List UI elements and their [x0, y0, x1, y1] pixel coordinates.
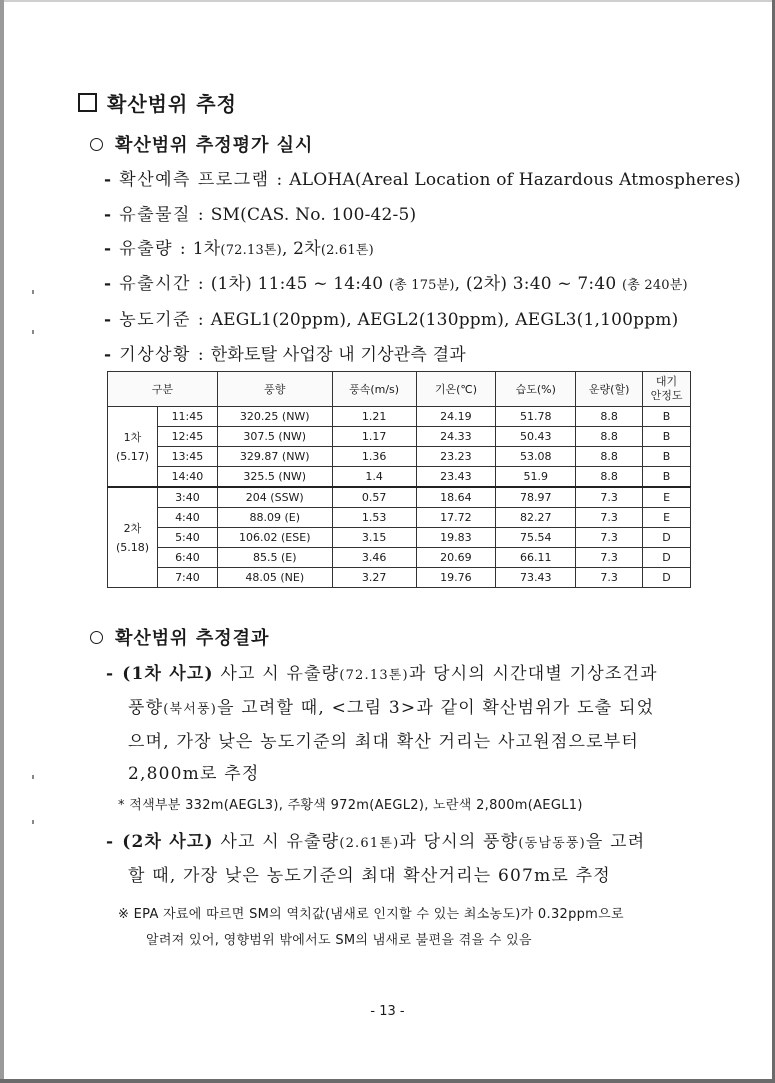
table-cell: 1.36 — [332, 447, 416, 467]
section-heading — [78, 88, 237, 117]
table-row — [108, 508, 691, 528]
table-cell: B — [643, 407, 691, 427]
table-cell: 329.87 (NW) — [217, 447, 332, 467]
table-cell: 8.8 — [576, 427, 643, 447]
table-cell: 82.27 — [496, 508, 576, 528]
table-row — [108, 447, 691, 467]
table-cell: 7.3 — [576, 568, 643, 588]
table-cell: 320.25 (NW) — [217, 407, 332, 427]
subsection-heading-evaluation — [90, 131, 313, 157]
scan-artifact — [32, 775, 34, 779]
table-cell: 1.17 — [332, 427, 416, 447]
table-cell: 75.54 — [496, 528, 576, 548]
table-cell: 23.23 — [416, 447, 496, 467]
bullet-label: 확산예측 프로그램 : — [119, 170, 284, 190]
table-cell: 1.53 — [332, 508, 416, 528]
table-cell: B — [643, 427, 691, 447]
table-cell: 51.9 — [496, 467, 576, 488]
table-cell: 11:45 — [157, 407, 217, 427]
table-cell: 106.02 (ESE) — [217, 528, 332, 548]
bullet-value: 한화토탈 사업장 내 기상관측 결과 — [210, 345, 466, 365]
header-wind-direction: 풍향 — [217, 372, 332, 407]
checkbox-square-icon — [78, 93, 97, 112]
table-row — [108, 568, 691, 588]
table-cell: 85.5 (E) — [217, 548, 332, 568]
table-cell: 8.8 — [576, 407, 643, 427]
table-cell: 325.5 (NW) — [217, 467, 332, 488]
table-cell: 13:45 — [157, 447, 217, 467]
table-cell: 66.11 — [496, 548, 576, 568]
table-cell: 1.4 — [332, 467, 416, 488]
table-cell: 51.78 — [496, 407, 576, 427]
table-cell: 0.57 — [332, 487, 416, 508]
bullet-value: ALOHA(Areal Location of Hazardous Atmospheres) — [289, 170, 741, 190]
table-cell: 7.3 — [576, 528, 643, 548]
time-first-total: (총 175분) — [388, 278, 455, 293]
table-cell: 4:40 — [157, 508, 217, 528]
bullet-label: 유출시간 : — [119, 274, 206, 294]
table-cell: 24.33 — [416, 427, 496, 447]
table-cell: 7.3 — [576, 487, 643, 508]
bullet-label: 농도기준 : — [119, 310, 206, 330]
table-cell: 20.69 — [416, 548, 496, 568]
result-lead: (2차 사고) — [122, 832, 214, 852]
page-number: - 13 - — [370, 1004, 405, 1019]
group-label-cell: 1차 (5.17) — [108, 407, 158, 488]
page-border-top — [0, 0, 775, 2]
table-cell: D — [643, 548, 691, 568]
table-cell: E — [643, 508, 691, 528]
result-lead: (1차 사고) — [122, 664, 214, 684]
table-cell: 6:40 — [157, 548, 217, 568]
table-cell: 12:45 — [157, 427, 217, 447]
table-row — [108, 528, 691, 548]
table-cell: 3:40 — [157, 487, 217, 508]
time-second-total: (총 240분) — [622, 278, 688, 293]
header-humidity: 습도(%) — [496, 372, 576, 407]
bullet-time: - 유출시간 : (1차) 11:45 ~ 14:40 (총 175분), (2차) 3:40 ~ 7:40 (총 240분) — [104, 274, 688, 294]
table-cell: 204 (SSW) — [217, 487, 332, 508]
bullet-weather: - 기상상황 : 한화토탈 사업장 내 기상관측 결과 — [104, 345, 466, 365]
amount-first: 1차 — [192, 239, 221, 259]
circle-bullet-icon — [90, 138, 103, 151]
table-cell: 307.5 (NW) — [217, 427, 332, 447]
table-cell: 7.3 — [576, 508, 643, 528]
note-epa-line1: ※ EPA 자료에 따르면 SM의 역치값(냄새로 인지할 수 있는 최소농도)가 0.32ppm으로 — [118, 907, 624, 922]
result-first-accident: - (1차 사고) 사고 시 유출량(72.13톤)과 당시의 시간대별 기상조건과 풍향(북서풍)을 고려할 때, <그림 3>과 같이 확산범위가 도출 되었 으며, 가장 낮은 농도기준의 최대 확산 거리는 사고원점으로부터 2,800m로 추정 — [106, 664, 658, 784]
page-border-left — [0, 0, 4, 1083]
amount-second: , 2차 — [281, 239, 321, 259]
table-cell: D — [643, 568, 691, 588]
subsection-title: 확산범위 추정결과 — [115, 628, 270, 649]
table-cell: 18.64 — [416, 487, 496, 508]
bullet-value: SM(CAS. No. 100-42-5) — [210, 205, 417, 225]
weather-table — [107, 371, 691, 588]
subsection-title: 확산범위 추정평가 실시 — [115, 135, 314, 156]
footnote-color-legend: * 적색부분 332m(AEGL3), 주황색 972m(AEGL2), 노란색 2,800m(AEGL1) — [118, 798, 583, 813]
bullet-label: 유출물질 : — [119, 205, 206, 225]
table-cell: 53.08 — [496, 447, 576, 467]
table-cell: 5:40 — [157, 528, 217, 548]
table-cell: 7:40 — [157, 568, 217, 588]
table-cell: E — [643, 487, 691, 508]
header-wind-speed: 풍속(m/s) — [332, 372, 416, 407]
table-cell: 50.43 — [496, 427, 576, 447]
scan-artifact — [32, 290, 34, 294]
header-cloud-cover: 운량(할) — [576, 372, 643, 407]
table-row — [108, 427, 691, 447]
bullet-label: 기상상황 : — [119, 345, 206, 365]
result-second-accident: - (2차 사고) 사고 시 유출량(2.61톤)과 당시의 풍향(동남동풍)을 고려 할 때, 가장 낮은 농도기준의 최대 확산거리는 607m로 추정 — [106, 832, 646, 886]
scan-artifact — [32, 820, 34, 824]
bullet-substance: - 유출물질 : SM(CAS. No. 100-42-5) — [104, 205, 417, 225]
table-cell: 3.27 — [332, 568, 416, 588]
table-cell: 19.83 — [416, 528, 496, 548]
table-row — [108, 548, 691, 568]
table-cell: D — [643, 528, 691, 548]
page-border-bottom — [0, 1079, 775, 1083]
table-cell: 1.21 — [332, 407, 416, 427]
group-label-cell: 2차 (5.18) — [108, 487, 158, 588]
table-cell: 17.72 — [416, 508, 496, 528]
header-temperature: 기온(℃) — [416, 372, 496, 407]
table-cell: 14:40 — [157, 467, 217, 488]
subsection-heading-result — [90, 624, 269, 650]
circle-bullet-icon — [90, 631, 103, 644]
bullet-amount: - 유출량 : 1차(72.13톤), 2차(2.61톤) — [104, 239, 374, 259]
table-cell: 3.15 — [332, 528, 416, 548]
header-stability: 대기 안정도 — [643, 372, 691, 407]
table-cell: B — [643, 467, 691, 488]
table-cell: 88.09 (E) — [217, 508, 332, 528]
table-row — [108, 487, 691, 508]
header-category: 구분 — [108, 372, 218, 407]
scan-artifact — [32, 330, 34, 334]
table-row — [108, 467, 691, 488]
time-second: , (2차) 3:40 ~ 7:40 — [454, 274, 622, 294]
table-cell: B — [643, 447, 691, 467]
table-header-row — [108, 372, 691, 407]
table-cell: 8.8 — [576, 467, 643, 488]
table-cell: 24.19 — [416, 407, 496, 427]
bullet-label: 유출량 : — [119, 239, 188, 259]
time-first: (1차) 11:45 ~ 14:40 — [210, 274, 389, 294]
section-title: 확산범위 추정 — [107, 92, 237, 116]
bullet-criteria: - 농도기준 : AEGL1(20ppm), AEGL2(130ppm), AEGL3(1,100ppm) — [104, 310, 679, 330]
table-cell: 8.8 — [576, 447, 643, 467]
bullet-program: - 확산예측 프로그램 : ALOHA(Areal Location of Hazardous Atmospheres) — [104, 170, 741, 190]
bullet-value: AEGL1(20ppm), AEGL2(130ppm), AEGL3(1,100ppm) — [210, 310, 679, 330]
table-cell: 73.43 — [496, 568, 576, 588]
note-epa-line2: 알려져 있어, 영향범위 밖에서도 SM의 냄새로 불편을 겪을 수 있음 — [146, 933, 532, 948]
amount-second-tons: (2.61톤) — [320, 243, 374, 258]
table-cell: 19.76 — [416, 568, 496, 588]
table-cell: 7.3 — [576, 548, 643, 568]
table-cell: 23.43 — [416, 467, 496, 488]
table-cell: 48.05 (NE) — [217, 568, 332, 588]
table-cell: 78.97 — [496, 487, 576, 508]
table-row — [108, 407, 691, 427]
amount-first-tons: (72.13톤) — [220, 243, 282, 258]
table-cell: 3.46 — [332, 548, 416, 568]
